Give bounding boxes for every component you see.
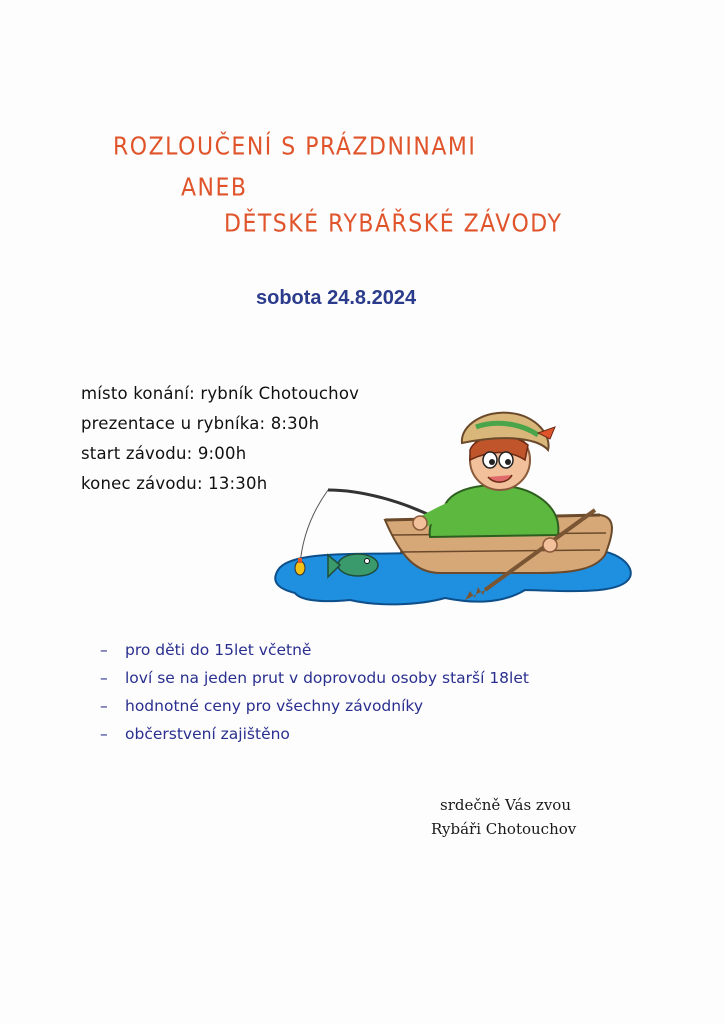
rules-list bbox=[100, 636, 529, 748]
bullet-dash: – bbox=[100, 669, 108, 687]
list-item-text: občerstvení zajištěno bbox=[125, 725, 290, 743]
fishing-line bbox=[300, 490, 328, 565]
info-start: start závodu: 9:00h bbox=[81, 444, 247, 463]
boy-fishing-in-boat-illustration bbox=[270, 405, 640, 610]
signature-line-1: srdečně Vás zvou bbox=[440, 796, 571, 814]
list-item bbox=[100, 720, 529, 748]
title-line-1: ROZLOUČENÍ S PRÁZDNINAMI bbox=[113, 133, 477, 161]
list-item bbox=[100, 636, 529, 664]
bullet-dash: – bbox=[100, 697, 108, 715]
title-line-2: ANEB bbox=[181, 174, 248, 202]
list-item-text: hodnotné ceny pro všechny závodníky bbox=[125, 697, 423, 715]
info-end: konec závodu: 13:30h bbox=[81, 474, 268, 493]
signature-line-2: Rybáři Chotouchov bbox=[431, 820, 577, 838]
event-date: sobota 24.8.2024 bbox=[256, 287, 417, 309]
list-item bbox=[100, 664, 529, 692]
list-item bbox=[100, 692, 529, 720]
bullet-dash: – bbox=[100, 641, 108, 659]
info-venue: místo konání: rybník Chotouchov bbox=[81, 384, 360, 403]
list-item-text: pro děti do 15let včetně bbox=[125, 641, 312, 659]
list-item-text: loví se na jeden prut v doprovodu osoby starší 18let bbox=[125, 669, 529, 687]
info-registration: prezentace u rybníka: 8:30h bbox=[81, 414, 320, 433]
bullet-dash: – bbox=[100, 725, 108, 743]
title-line-3: DĚTSKÉ RYBÁŘSKÉ ZÁVODY bbox=[224, 210, 563, 238]
